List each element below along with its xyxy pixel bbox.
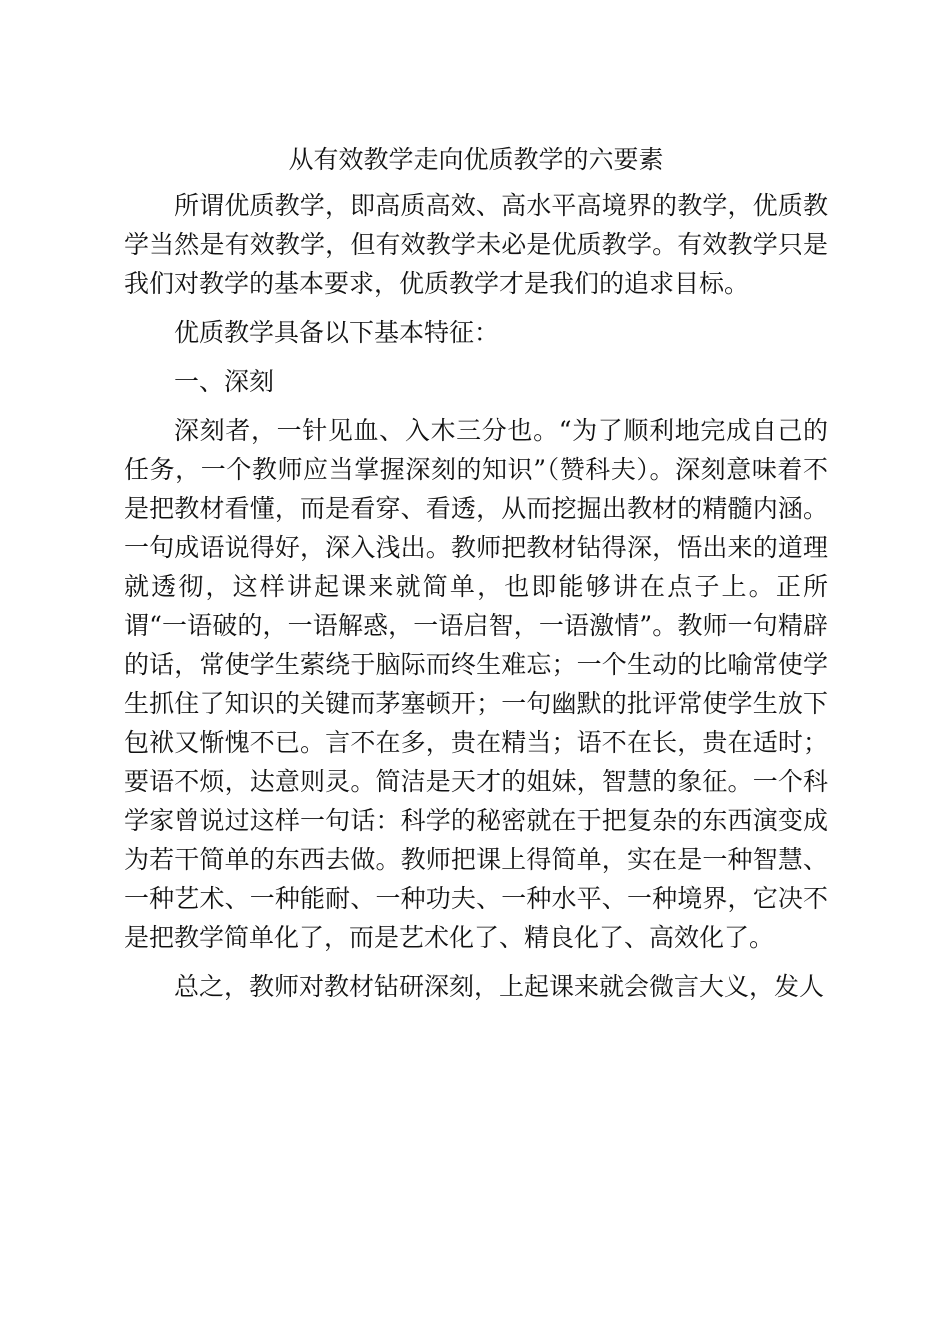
document-body: [124, 140, 828, 1016]
section-heading-depth: 一、深刻: [174, 367, 275, 396]
paragraph-features-lead: 优质教学具备以下基本特征：: [174, 318, 500, 347]
paragraph-depth-body: 深刻者，一针见血、入木三分也。“为了顺利地完成自己的任务，一个教师应当掌握深刻的知识”（赞科夫）。深刻意味着不是把教材看懂，而是看穿、看透，从而挖掘出教材的精髓内涵。一句成语说得好，深入浅出。教师把教材钻得深，悟出来的道理就透彻，这样讲起课来就简单，也即能够讲在点子上。正所谓“一语破的，一语解惑，一语启智，一语激情”。教师一句精辟的话，常使学生萦绕于脑际而终生难忘；一个生动的比喻常使学生抓住了知识的关键而茅塞顿开；一句幽默的批评常使学生放下包袱又惭愧不已。言不在多，贵在精当；语不在长，贵在适时；要语不烦，达意则灵。简洁是天才的姐妹，智慧的象征。一个科学家曾说过这样一句话：科学的秘密就在于把复杂的东西演变成为若干简单的东西去做。教师把课上得简单，实在是一种智慧、一种艺术、一种能耐、一种功夫、一种水平、一种境界，它决不是把教学简单化了，而是艺术化了、精良化了、高效化了。: [124, 416, 828, 952]
paragraph-summary: 总之，教师对教材钻研深刻，上起课来就会微言大义，发人: [174, 972, 825, 1001]
document-title: 从有效教学走向优质教学的六要素: [288, 145, 664, 174]
paragraph-intro: 所谓优质教学，即高质高效、高水平高境界的教学，优质教学当然是有效教学，但有效教学未必是优质教学。有效教学只是我们对教学的基本要求，优质教学才是我们的追求目标。: [124, 191, 828, 298]
